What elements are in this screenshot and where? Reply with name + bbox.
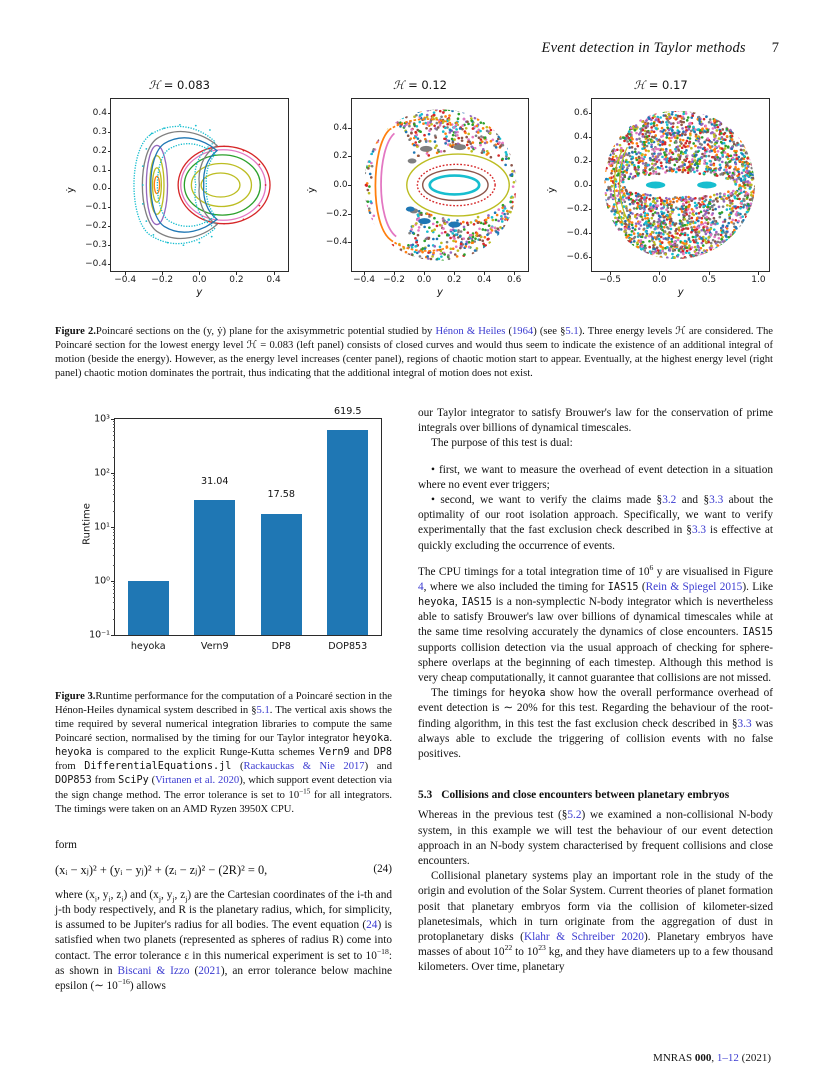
text-seg: ). Like bbox=[742, 580, 773, 593]
chart-yminor-tick bbox=[113, 602, 115, 603]
running-head-title: Event detection in Taylor methods bbox=[541, 40, 746, 56]
journal-volume: 000 bbox=[694, 1052, 712, 1064]
chart-yminor-tick bbox=[113, 427, 115, 428]
text-seg: show how the overall performance overhead of event detection is ∼ 20% for this test. Regarding the behaviour of the root-finding algorithm, in this test the fast exclusion check described in § bbox=[418, 687, 773, 730]
panel-ylabel-left: ẏ bbox=[65, 187, 77, 193]
chart-yminor-tick bbox=[113, 424, 115, 425]
ytick: −0.4 bbox=[85, 259, 107, 270]
text-seg: supports collision detection via the usual approach of checking for sphere-sphere overlaps at the beginning of each timestep. Although this method is very cheap computationally, it cannot guarantee that collisions are not missed. bbox=[418, 641, 773, 684]
xtick: −0.4 bbox=[353, 275, 375, 285]
chart-ytick: 10² bbox=[94, 467, 110, 479]
caption-seg: Poincaré sections on the (y, ẏ) plane for the axisymmetric potential studied by bbox=[95, 326, 436, 337]
text-seg: ), an error tolerance below machine epsilon (∼ 10 bbox=[55, 964, 392, 992]
citation-link[interactable]: Biscani & Izzo bbox=[117, 964, 190, 977]
right-column-text bbox=[418, 406, 773, 976]
xtick: 0.0 bbox=[416, 275, 432, 285]
chart-yminor-tick bbox=[113, 435, 115, 436]
text-seg: about the optimality of our root isolation approach. Specifically, we want to verify experimentally that the fast exclusion check described in § bbox=[418, 493, 773, 537]
panel-xlabel-right: y bbox=[677, 287, 684, 298]
caption-seg: ( bbox=[148, 775, 156, 787]
running-head bbox=[542, 40, 779, 57]
ytick: −0.6 bbox=[566, 252, 589, 263]
caption-seg: ). Three energy levels ℋ are considered. The Poincaré section for the lowest energy level ℋ = 0.083 (left panel) consists of closed curves and would thus seem to indicate the existence of an additional integral of motion (beside the energy). However, as the energy level increases (center panel), regions of chaotic motion start to appear. Eventually, at the highest energy level (right panel) chaotic motion dominates the portrait, thus indicating that the additional integral of motion does not exist. bbox=[55, 326, 773, 380]
text-seg: , z bbox=[174, 888, 186, 901]
caption-seg: . The vertical axis shows the time required by several numerical integration libraries to compute the same Poincaré section, normalised by the timing for our Taylor integrator bbox=[55, 705, 392, 745]
caption-seg: . bbox=[389, 733, 392, 745]
chart-yminor-tick bbox=[113, 535, 115, 536]
code-heyoka: heyoka bbox=[55, 747, 92, 759]
chart-yminor-tick bbox=[113, 511, 115, 512]
ytick: 0.4 bbox=[574, 131, 589, 142]
ytick: −0.2 bbox=[85, 221, 107, 232]
citation-link[interactable]: Rein & Spiegel 2015 bbox=[645, 580, 743, 593]
figure-3-caption-label: Figure 3. bbox=[55, 691, 96, 702]
caption-seg: ) (see § bbox=[533, 326, 566, 337]
xtick: 0.2 bbox=[229, 275, 244, 285]
chart-yminor-tick bbox=[113, 501, 115, 502]
xtick: −0.4 bbox=[114, 275, 137, 285]
exponent: 22 bbox=[504, 943, 513, 953]
section-link[interactable]: 5.1 bbox=[256, 705, 270, 717]
ytick: 0.2 bbox=[574, 155, 589, 166]
paragraph-2: The purpose of this test is dual: bbox=[431, 437, 573, 450]
text-seg: : as shown in bbox=[55, 949, 392, 977]
citation-year-link[interactable]: 2021 bbox=[198, 964, 221, 977]
text-seg: The CPU timings for a total integration time of 10 bbox=[418, 565, 650, 578]
exponent: −18 bbox=[376, 946, 389, 956]
chart-ytick: 10³ bbox=[94, 413, 110, 425]
code-scipy: SciPy bbox=[118, 775, 149, 787]
section-link[interactable]: 5.1 bbox=[565, 326, 579, 337]
chart-yminor-tick bbox=[113, 543, 115, 544]
chart-yminor-tick bbox=[113, 589, 115, 590]
chart-yminor-tick bbox=[113, 583, 115, 584]
chart-yminor-tick bbox=[113, 609, 115, 610]
chart-yminor-tick bbox=[113, 597, 115, 598]
text-seg: , bbox=[454, 596, 462, 609]
chart-bar-value-label: 17.58 bbox=[267, 489, 295, 501]
xtick: 0.5 bbox=[701, 275, 717, 285]
xtick: 0.0 bbox=[192, 275, 207, 285]
chart-yminor-tick bbox=[113, 440, 115, 441]
ytick: −0.3 bbox=[85, 240, 107, 251]
panel-title-right: ℋ = 0.17 bbox=[633, 78, 688, 92]
code-dp8: DP8 bbox=[373, 747, 392, 759]
chart-ytick-mark bbox=[111, 419, 115, 420]
text-seg: was always able to exclude the triggering of collision events with no false positives. bbox=[418, 717, 773, 760]
text-seg: Collisional planetary systems play an important role in the study of the origin and evolution of the Solar System. Current theories of planet formation posit that planetary embryos form via the collision of kilometer-sized planetesimals, which in turn originate from the aggregation of dust in protoplanetary disks ( bbox=[418, 870, 773, 943]
journal-name: MNRAS bbox=[653, 1052, 693, 1064]
ytick: −0.1 bbox=[85, 202, 107, 213]
chart-yminor-tick bbox=[113, 593, 115, 594]
section-link[interactable]: 3.2 bbox=[662, 493, 677, 506]
ytick: 0.3 bbox=[92, 126, 107, 137]
caption-seg: and bbox=[349, 747, 374, 759]
page-footer: MNRAS 000, 1–12 (2021) bbox=[653, 1052, 771, 1064]
figure-link[interactable]: 4 bbox=[418, 580, 424, 593]
bullet-2 bbox=[418, 493, 773, 554]
code-vern9: Vern9 bbox=[318, 747, 350, 759]
text-seg: is effective at quickly excluding the occurrence of events. bbox=[418, 524, 773, 552]
ytick: 0.4 bbox=[333, 123, 348, 134]
paragraph-where: where ($x_i$, $y_i$, $z_i$) and ($x_j$, $y_j$, $z_j$) are the Cartesian coordinates of the i-th and j-th body respectively, and R is the planetary radius, which, for simplicity, is assumed to be Jupiter's radius for all bodies. The event equation (24) is satisfied when two planets (represented as spheres of radius R) come into contact. The error tolerance ε in this numerical experiment is set to $10^{-18}$: as shown in Biscani & Izzo (2021), an error tolerance below machine epsilon (∼ $10^{-16}$) allows bbox=[55, 888, 392, 992]
equation-body: (xᵢ − xⱼ)² + (yᵢ − yⱼ)² + (zᵢ − zⱼ)² − (2R)² = 0, bbox=[55, 863, 268, 878]
section-link[interactable]: 3.3 bbox=[737, 717, 752, 730]
caption-seg: from bbox=[91, 775, 119, 787]
text-seg: ) are the Cartesian coordinates of the i-th and j-th body respectively, and R is the planetary radius, which, for simplicity, is assumed to be Jupiter's radius for all bodies. The event equation ( bbox=[55, 888, 392, 932]
code-dop853: DOP853 bbox=[55, 775, 92, 787]
page-number: 7 bbox=[771, 40, 779, 56]
chart-yminor-tick bbox=[113, 481, 115, 482]
text-seg: y are visualised in Figure bbox=[653, 565, 773, 578]
panel-title-center: ℋ = 0.12 bbox=[393, 78, 447, 92]
text-seg: ( bbox=[189, 964, 199, 977]
chart-yminor-tick bbox=[113, 494, 115, 495]
section-link[interactable]: 3.3 bbox=[691, 524, 707, 537]
text-seg: ) allows bbox=[129, 979, 166, 992]
ytick: 0.0 bbox=[92, 183, 107, 194]
xtick: 0.0 bbox=[652, 275, 667, 285]
figure-2 bbox=[62, 74, 778, 306]
xtick: −0.5 bbox=[599, 275, 621, 285]
caption-seg: Runtime performance for the computation of a Poincaré section in the Hénon-Heiles dynamical system described in § bbox=[55, 691, 392, 717]
ytick: −0.2 bbox=[566, 204, 589, 215]
panel-title-left: ℋ = 0.083 bbox=[148, 78, 210, 92]
panel-ylabel-right: ẏ bbox=[546, 187, 558, 193]
ytick: 0.0 bbox=[333, 180, 348, 190]
chart-yminor-tick bbox=[113, 475, 115, 476]
chart-yminor-tick bbox=[113, 619, 115, 620]
panel-ylabel-center: ẏ bbox=[306, 187, 318, 193]
chart-yminor-tick bbox=[113, 532, 115, 533]
text-seg: kg, and they have diameters up to a few thousand kilometers. Over time, planetary bbox=[418, 946, 774, 974]
chart-yminor-tick bbox=[113, 485, 115, 486]
chart-yminor-tick bbox=[113, 539, 115, 540]
chart-xtick: Vern9 bbox=[200, 641, 229, 652]
section-number: 5.3 bbox=[418, 789, 433, 802]
ytick: 0.2 bbox=[92, 145, 107, 156]
text-seg: , y bbox=[97, 888, 109, 901]
exponent: −16 bbox=[117, 977, 130, 987]
journal-year: (2021) bbox=[741, 1052, 771, 1064]
chart-yminor-tick bbox=[113, 457, 115, 458]
panel-plot-right bbox=[566, 98, 770, 285]
equation-24 bbox=[55, 862, 392, 879]
chart-ytick-mark bbox=[111, 527, 115, 528]
chart-bar bbox=[194, 500, 235, 635]
figure-3-chart bbox=[62, 404, 392, 676]
chart-bar-value-label: 619.5 bbox=[334, 405, 362, 417]
xtick: 1.0 bbox=[751, 275, 766, 285]
code-ias15: IAS15 bbox=[461, 597, 492, 609]
citation-year-link[interactable]: 1964 bbox=[512, 326, 534, 337]
panel-xlabel-center: y bbox=[437, 287, 443, 298]
caption-seg: is compared to the explicit Runge-Kutta schemes bbox=[91, 747, 319, 759]
code-differentialequations: DifferentialEquations.jl bbox=[84, 761, 232, 773]
section-heading-5-3 bbox=[418, 788, 773, 803]
code-heyoka: heyoka bbox=[508, 688, 546, 700]
paragraph-3 bbox=[418, 562, 773, 687]
poincare-panel-left bbox=[62, 74, 297, 306]
poincare-panel-center bbox=[303, 74, 538, 306]
text-seg: • second, we want to verify the claims made § bbox=[431, 493, 663, 506]
chart-plot-area bbox=[89, 405, 382, 652]
chart-yminor-tick bbox=[113, 555, 115, 556]
ytick: −0.2 bbox=[325, 209, 348, 220]
chart-ytick-mark bbox=[111, 473, 115, 474]
citation-link[interactable]: Hénon & Heiles bbox=[435, 326, 506, 337]
paragraph-4 bbox=[418, 686, 773, 762]
ytick: 0.0 bbox=[574, 180, 589, 190]
chart-ylabel: Runtime bbox=[81, 502, 93, 545]
chart-xtick: DOP853 bbox=[328, 641, 368, 652]
ytick: 0.4 bbox=[92, 107, 107, 118]
paragraph-5 bbox=[418, 808, 773, 869]
equation-link[interactable]: 24 bbox=[366, 919, 378, 932]
caption-seg: ( bbox=[231, 761, 244, 773]
exponent: 23 bbox=[538, 943, 546, 953]
code-heyoka: heyoka bbox=[418, 597, 455, 609]
xtick: −0.2 bbox=[151, 275, 174, 285]
text-seg: where (x bbox=[55, 888, 95, 901]
caption-seg: ( bbox=[505, 326, 512, 337]
paragraph-6 bbox=[418, 869, 773, 975]
citation-link[interactable]: Rackauckas & Nie 2017 bbox=[243, 761, 365, 773]
panel-plot-left bbox=[85, 98, 289, 285]
text-seg: ). Planetary embryos have masses of about 10 bbox=[418, 930, 774, 959]
ytick: 0.6 bbox=[574, 107, 589, 118]
caption-seg: ), which support event detection via the sign change method. The error tolerance is set to 10 bbox=[55, 775, 392, 801]
chart-ytick: 10⁻¹ bbox=[89, 629, 110, 641]
panel-plot-center bbox=[325, 98, 530, 285]
text-seg: , where we also included the timing for bbox=[423, 580, 608, 593]
figure-2-caption-label: Figure 2. bbox=[55, 326, 96, 337]
text-seg: ) we examined a non-collisional N-body system, in this example we will test the behaviour of our event detection approach in an N-body system characterised by frequent collisions and close encounters. bbox=[418, 809, 773, 868]
panel-xlabel-left: y bbox=[196, 287, 203, 298]
page-range-link[interactable]: 1–12 bbox=[716, 1052, 739, 1064]
paragraph-1: our Taylor integrator to satisfy Brouwer's law for the conservation of prime integrals over billions of dynamical timescales. bbox=[418, 407, 773, 435]
chart-bar bbox=[261, 514, 302, 635]
text-seg: ( bbox=[638, 580, 646, 593]
ytick: 0.2 bbox=[333, 150, 348, 161]
ytick: −0.4 bbox=[566, 228, 589, 239]
xtick: 0.6 bbox=[507, 275, 522, 285]
chart-bar-value-label: 31.04 bbox=[201, 475, 229, 487]
text-seg: , y bbox=[160, 888, 173, 901]
chart-ytick-mark bbox=[111, 581, 115, 582]
section-link[interactable]: 5.2 bbox=[567, 809, 582, 822]
chart-yminor-tick bbox=[113, 447, 115, 448]
text-seg: to 10 bbox=[512, 946, 539, 959]
xtick: 0.4 bbox=[266, 275, 281, 285]
text-seg: ) is satisfied when two planets (represented as spheres of radius R) come into contact. The error tolerance ε in this numerical experiment is set to 10 bbox=[55, 919, 392, 962]
chart-yminor-tick bbox=[113, 489, 115, 490]
code-heyoka: heyoka bbox=[352, 733, 390, 745]
chart-yminor-tick bbox=[113, 565, 115, 566]
chart-ytick: 10¹ bbox=[94, 521, 110, 533]
chart-bar bbox=[128, 581, 169, 635]
section-title: Collisions and close encounters between planetary embryos bbox=[441, 789, 730, 802]
chart-xtick: DP8 bbox=[271, 641, 291, 652]
text-seg: The timings for bbox=[431, 687, 509, 700]
text-seg: and § bbox=[676, 493, 710, 506]
equation-number: (24) bbox=[373, 863, 392, 876]
chart-yminor-tick bbox=[113, 586, 115, 587]
text-seg: Whereas in the previous test (§ bbox=[418, 809, 568, 822]
section-link[interactable]: 3.3 bbox=[709, 493, 724, 506]
ytick: 0.1 bbox=[92, 164, 107, 175]
poincare-panel-right bbox=[543, 74, 778, 306]
text-seg: , z bbox=[110, 888, 122, 901]
xtick: 0.4 bbox=[477, 275, 492, 285]
chart-xtick: heyoka bbox=[130, 641, 166, 652]
chart-yminor-tick bbox=[113, 421, 115, 422]
exponent: −15 bbox=[299, 787, 311, 796]
chart-yminor-tick bbox=[113, 529, 115, 530]
code-ias15: IAS15 bbox=[742, 627, 773, 639]
figure-3-caption bbox=[55, 690, 392, 817]
xtick: 0.2 bbox=[446, 275, 462, 285]
caption-seg: for all integrators. The timings were taken on an AMD Ryzen 3950X CPU. bbox=[55, 789, 392, 815]
ytick: −0.4 bbox=[325, 236, 348, 247]
text-seg: ) and (x bbox=[123, 888, 159, 901]
left-column-text bbox=[55, 838, 392, 994]
xtick: −0.2 bbox=[383, 275, 405, 285]
exponent: 6 bbox=[649, 562, 654, 572]
bullet-1: • first, we want to measure the overhead of event detection in a situation where no event ever triggers; bbox=[418, 463, 773, 491]
figure-2-caption bbox=[55, 325, 773, 381]
chart-yminor-tick bbox=[113, 548, 115, 549]
caption-seg: ) and bbox=[364, 761, 393, 773]
chart-yminor-tick bbox=[113, 478, 115, 479]
text-seg: is a non-symplectic N-body integrator which is nevertheless able to satisfy Brouwer's law over billions of dynamical timescales while at the same time resolving accurately the dynamics of close encounters. bbox=[418, 596, 773, 639]
caption-seg: from bbox=[55, 761, 85, 773]
chart-ytick-mark bbox=[111, 635, 115, 636]
chart-bar bbox=[327, 430, 368, 635]
form-word: form bbox=[55, 839, 77, 851]
chart-yminor-tick bbox=[113, 431, 115, 432]
chart-ytick: 10⁰ bbox=[94, 575, 110, 587]
citation-link[interactable]: Virtanen et al. 2020 bbox=[155, 775, 240, 787]
citation-link[interactable]: Klahr & Schreiber 2020 bbox=[523, 930, 644, 943]
code-ias15: IAS15 bbox=[607, 581, 639, 593]
